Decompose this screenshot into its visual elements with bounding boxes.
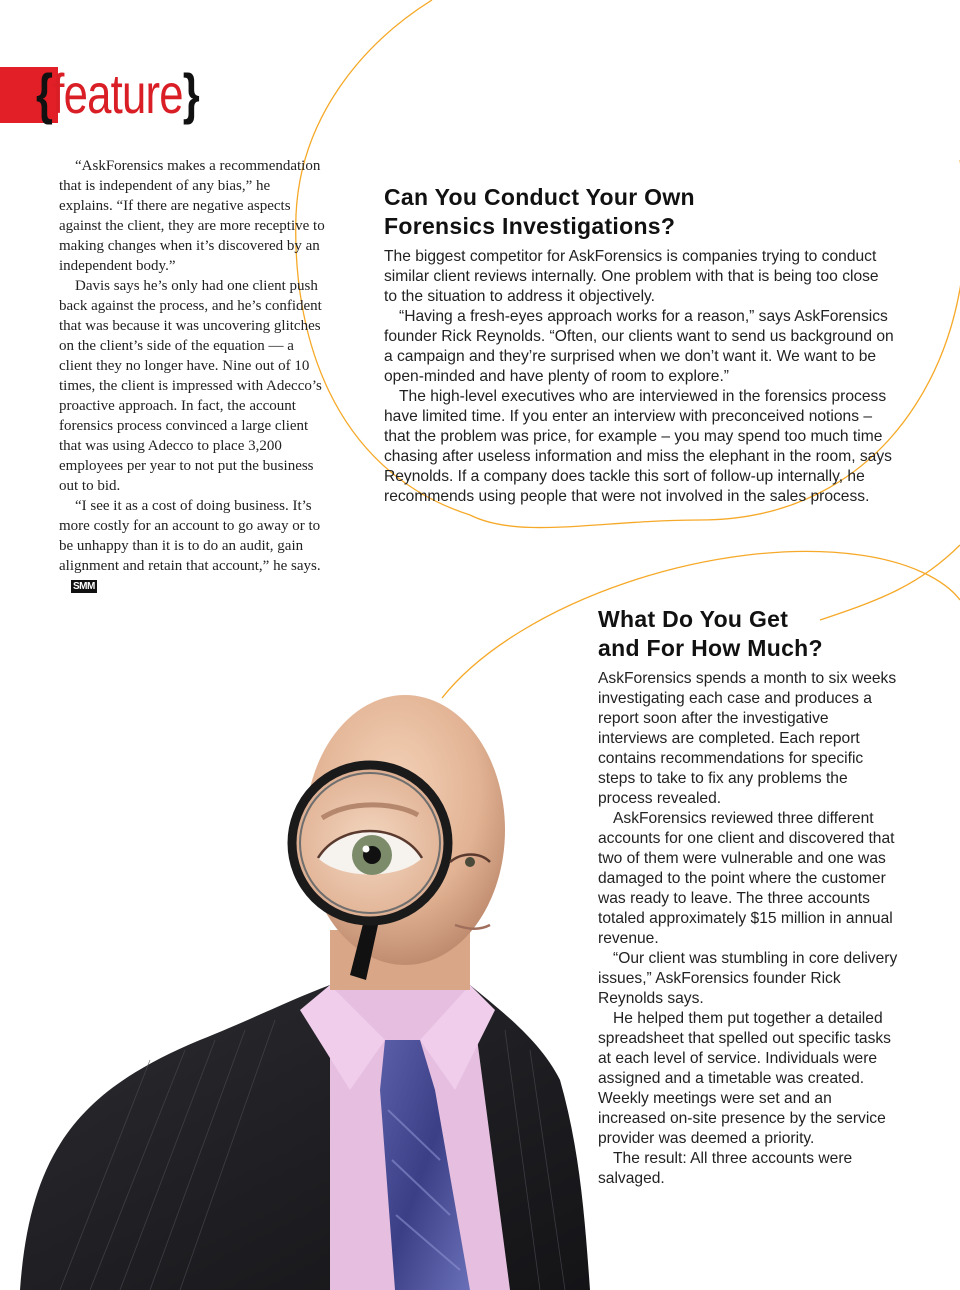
section-tag <box>36 58 199 130</box>
section1-heading-line1: Can You Conduct Your Own <box>384 184 695 210</box>
section1-paragraph: The biggest competitor for AskForensics is companies trying to conduct similar client reviews internally. One problem with that is being too close to the situation to address it objectively. <box>384 248 879 305</box>
section2-heading-line2: and For How Much? <box>598 635 823 661</box>
section2-paragraph: “Our client was stumbling in core delivery issues,” AskForensics founder Rick Reynolds says. <box>598 950 898 1007</box>
section1-body <box>384 247 894 507</box>
section2-paragraph: AskForensics reviewed three different accounts for one client and discovered that two of them were vulnerable and one was damaged to the point where the customer was ready to leave. The three accounts totaled approximately $15 million in annual revenue. <box>598 810 895 947</box>
section2-paragraph: He helped them put together a detailed spreadsheet that spelled out specific tasks at each level of service. Individuals were assigned and a timetable was created. Weekly meetings were set and an increased on-site presence by the service provider was deemed a priority. <box>598 1010 891 1147</box>
section1-paragraph: The high-level executives who are interviewed in the forensics process have limited time. If you enter an interview with preconceived notions – that the problem was price, for example – you may spend too much time chasing after useless information and miss the elephant in the room, says Reynolds. If a company does tackle this sort of follow-up internally, he recommends using people that were not involved in the sales process. <box>384 388 892 505</box>
section1-paragraph: “Having a fresh-eyes approach works for a reason,” says AskForensics founder Rick Reynolds. “Often, our clients want to send us background on a campaign and they’re surprised when we don’t want it. We want to be open-minded and have plenty of room to explore.” <box>384 308 894 385</box>
end-mark-logo: SMM <box>73 581 95 592</box>
section1-heading-line2: Forensics Investigations? <box>384 213 676 239</box>
section2-heading-line1: What Do You Get <box>598 606 789 632</box>
magnifying-glass-man-icon <box>0 680 600 1290</box>
left-paragraph: “AskForensics makes a recommendation that is independent of any bias,” he explains. “If there are negative aspects against the client, they are more receptive to making changes when it’s discovered by an independent body.” <box>59 158 325 274</box>
open-brace: { <box>36 62 53 125</box>
left-paragraph: Davis says he’s only had one client push back against the process, and he’s confident that was because it was uncovering glitches on the client’s side of the equation — a client they no longer have. Nine out of 10 times, the client is impressed with Adecco’s proactive approach. In fact, the account forensics process convinced a large client that was using Adecco to place 3,200 employees per year to not put the business out to bid. <box>59 278 322 494</box>
left-column <box>59 156 327 596</box>
section-label: feature <box>52 62 183 125</box>
section1-heading <box>384 183 804 241</box>
section2-body <box>598 669 898 1189</box>
left-paragraph-text: “I see it as a cost of doing business. It’s more costly for an account to go away or to be unhappy than it is to do an audit, gain alignment and retain that account,” he says. <box>59 498 321 574</box>
left-paragraph <box>59 496 327 596</box>
section2-paragraph: The result: All three accounts were salvaged. <box>598 1150 853 1187</box>
close-brace: } <box>182 62 199 125</box>
section2-paragraph: AskForensics spends a month to six weeks investigating each case and produces a report soon after the investigative interviews are completed. Each report contains recommendations for specific steps to take to fix any problems the process revealed. <box>598 670 897 807</box>
section2-heading <box>598 605 928 663</box>
